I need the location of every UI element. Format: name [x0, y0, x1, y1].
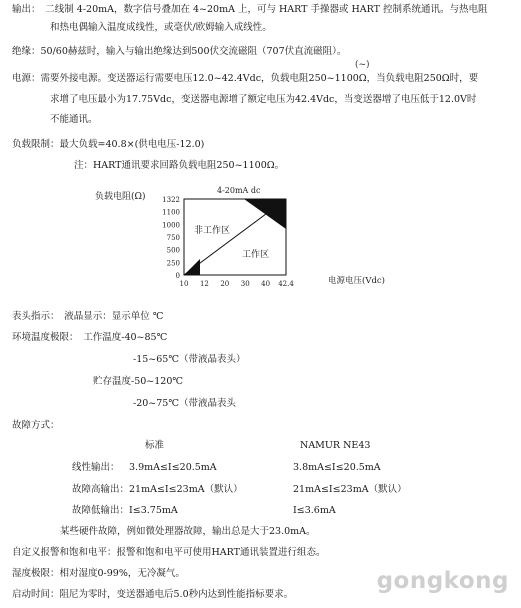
chart-y-ticks [162, 196, 180, 280]
linear-output-label: 线性输出： [72, 462, 120, 473]
startup-line: 启动时间：阻尼为零时，变送器通电后5.0秒内达到性能指标要求。 [12, 589, 294, 600]
chart-x-tick-label: 12 [199, 280, 209, 288]
chart-region-nonworking: 非工作区 [194, 226, 231, 236]
chart-x-tick-label: 30 [240, 280, 250, 288]
high-output-namur: 21mA≤I≤23mA（默认） [293, 484, 407, 495]
chart-y-tick-label: 1000 [162, 221, 180, 230]
fault-col-namur: NAMUR NE43 [300, 440, 371, 451]
storage-temp-line: 贮存温度-50~120℃ [93, 376, 184, 387]
linear-output-namur: 3.8mA≤I≤20.5mA [293, 462, 381, 473]
low-output-standard: I≤3.75mA [129, 505, 178, 516]
env-temp-line: 环境温度极限： 工作温度-40~85℃ [12, 332, 168, 343]
chart-load-line [184, 199, 286, 275]
chart-y-tick-label: 500 [166, 246, 180, 255]
chart-top-label: 4-20mA dc [217, 186, 261, 195]
chart-region-working: 工作区 [242, 250, 270, 260]
chart-y-tick-label: 0 [175, 272, 180, 280]
chart-y-tick-label: 1322 [162, 196, 180, 204]
chart-x-ticks [180, 280, 295, 288]
chart-x-tick-label: 40 [261, 280, 271, 288]
hardware-fault-line: 某些硬件故障，例如微处理器故障，输出总是大于23.0mA。 [60, 526, 316, 537]
chart-x-tick-label: 20 [220, 280, 230, 288]
fault-mode-heading: 故障方式： [12, 420, 60, 431]
high-output-label: 故障高输出： [72, 484, 130, 495]
output-line-1: 输出： 二线制 4-20mA，数字信号叠加在 4~20mA 上，可与 HART 手操器或 HART 控制系统通讯。与热电阻 [12, 4, 488, 15]
chart-y-label: 负载电阻(Ω) [95, 192, 146, 202]
low-output-namur: I≤3.6mA [293, 505, 336, 516]
output-line-2: 和热电偶输入温度成线性，或毫伏/欧姆输入成线性。 [50, 22, 272, 33]
watermark-logo: gongkong [376, 568, 509, 594]
power-line-2: 求增了电压最小为17.75Vdc，变送器电源增了额定电压为42.4Vdc，当变送器增了电压低于12.0V时 [50, 94, 477, 105]
humidity-line: 湿度极限：相对湿度0-99%，无冷凝气。 [12, 568, 185, 579]
load-vs-voltage-chart [90, 185, 420, 303]
chart-y-tick-label: 1100 [162, 208, 180, 217]
chart-x-label: 电源电压(Vdc) [328, 276, 385, 286]
power-line-1: 电源：需要外接电源。变送器运行需要电压12.0~42.4Vdc，负载电阻250~1100Ω，当负载电阻250Ω时，要 [12, 73, 479, 84]
env-temp-lcd-line: -15~65℃（带液晶表头） [133, 354, 246, 365]
isolation-line: 绝缘：50/60赫兹时，输入与输出绝缘达到500伏交流磁阻（707伏直流磁阻）。 [12, 46, 347, 57]
chart-x-tick-label: 10 [179, 280, 189, 288]
linear-output-standard: 3.9mA≤I≤20.5mA [129, 462, 217, 473]
load-limit-line: 负载限制：最大负载=40.8×(供电电压-12.0) [12, 139, 205, 150]
low-output-label: 故障低输出： [72, 505, 130, 516]
chart-y-tick-label: 750 [166, 234, 180, 242]
custom-alarm-line: 自定义报警和饱和电平：报警和饱和电平可使用HART通讯装置进行组态。 [12, 547, 326, 558]
handwritten-mark: (~) [355, 60, 370, 70]
high-output-standard: 21mA≤I≤23mA（默认） [129, 484, 243, 495]
chart-y-tick-label: 250 [166, 259, 180, 268]
chart-x-tick-label: 42.4 [278, 280, 294, 288]
hart-note: 注：HART通讯要求回路负载电阻250~1100Ω。 [74, 160, 285, 171]
power-line-3: 不能通讯。 [50, 114, 98, 125]
storage-temp-lcd-line: -20~75℃（带液晶表头 [133, 398, 236, 409]
meter-line: 表头指示： 液晶显示：显示单位 ℃ [12, 311, 164, 322]
fault-col-standard: 标准 [145, 440, 165, 451]
